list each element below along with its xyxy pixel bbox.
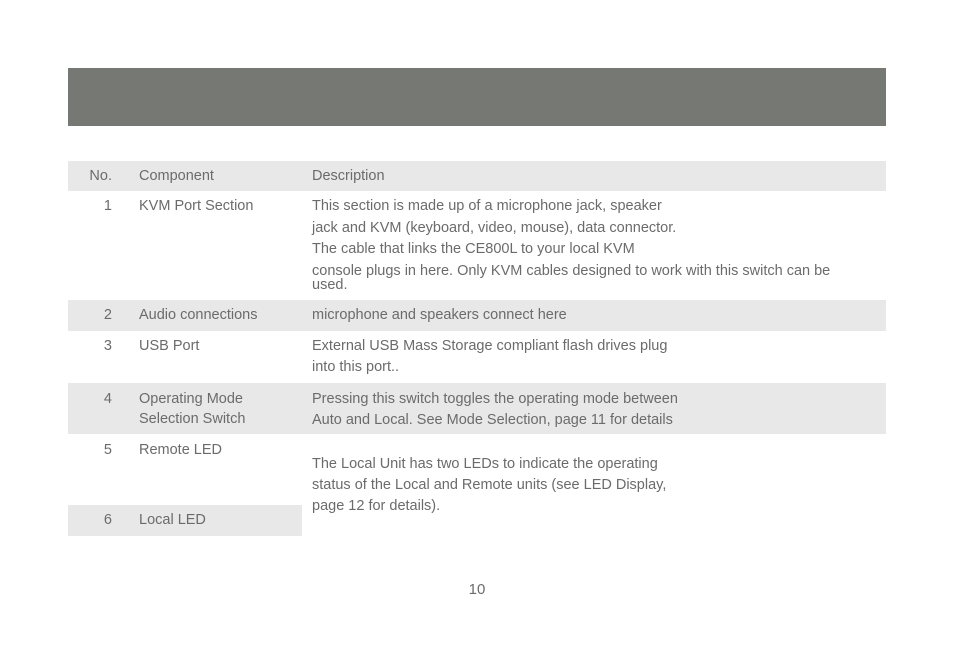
description-line: page 12 for details). [312,498,441,514]
description-line: Auto and Local. See Mode Selection, page 11 for details [312,412,673,428]
description-line: The Local Unit has two LEDs to indicate the operating [312,456,658,472]
row-component: KVM Port Section [139,198,254,214]
table-row [68,505,886,536]
component-line: Selection Switch [139,411,246,427]
component-line: Operating Mode [139,391,243,407]
header-no: No. [89,168,112,184]
description-line: Pressing this switch toggles the operating mode between [312,391,678,407]
row-component: Local LED [139,512,206,528]
description-line: used. [312,277,348,293]
description-line: console plugs in here. Only KVM cables designed to work with this switch can be [312,262,831,279]
table-row [68,331,886,383]
description-line: External USB Mass Storage compliant flash drives plug [312,338,668,354]
row-no: 6 [103,512,112,528]
component-table [68,161,886,536]
row-no: 1 [103,198,112,214]
description-line: This section is made up of a microphone jack, speaker [312,198,662,214]
row-description [312,305,882,326]
row-description [312,196,882,297]
table-row [68,383,886,434]
description-line: status of the Local and Remote units (see LED Display, [312,477,667,493]
page-number: 10 [468,581,486,598]
row-no: 2 [103,307,112,323]
row-no: 4 [103,391,112,407]
row-no: 3 [103,338,112,354]
table-header-row [68,161,886,191]
row-component: Audio connections [139,307,258,323]
table-row [68,191,886,300]
table-row [68,300,886,331]
description-line: into this port.. [312,359,400,375]
row-description [312,389,882,431]
row-component: USB Port [139,338,200,354]
row-no: 5 [103,442,112,458]
header-description: Description [312,168,385,184]
description-line: jack and KVM (keyboard, video, mouse), data connector. [312,219,677,236]
description-line: The cable that links the CE800L to your local KVM [312,241,635,257]
table-row [68,434,886,514]
row-component: Remote LED [139,442,223,458]
header-band [68,68,886,126]
row-description [312,336,882,378]
header-component: Component [139,168,214,184]
description-line: microphone and speakers connect here [312,307,567,323]
row-component [139,389,309,429]
